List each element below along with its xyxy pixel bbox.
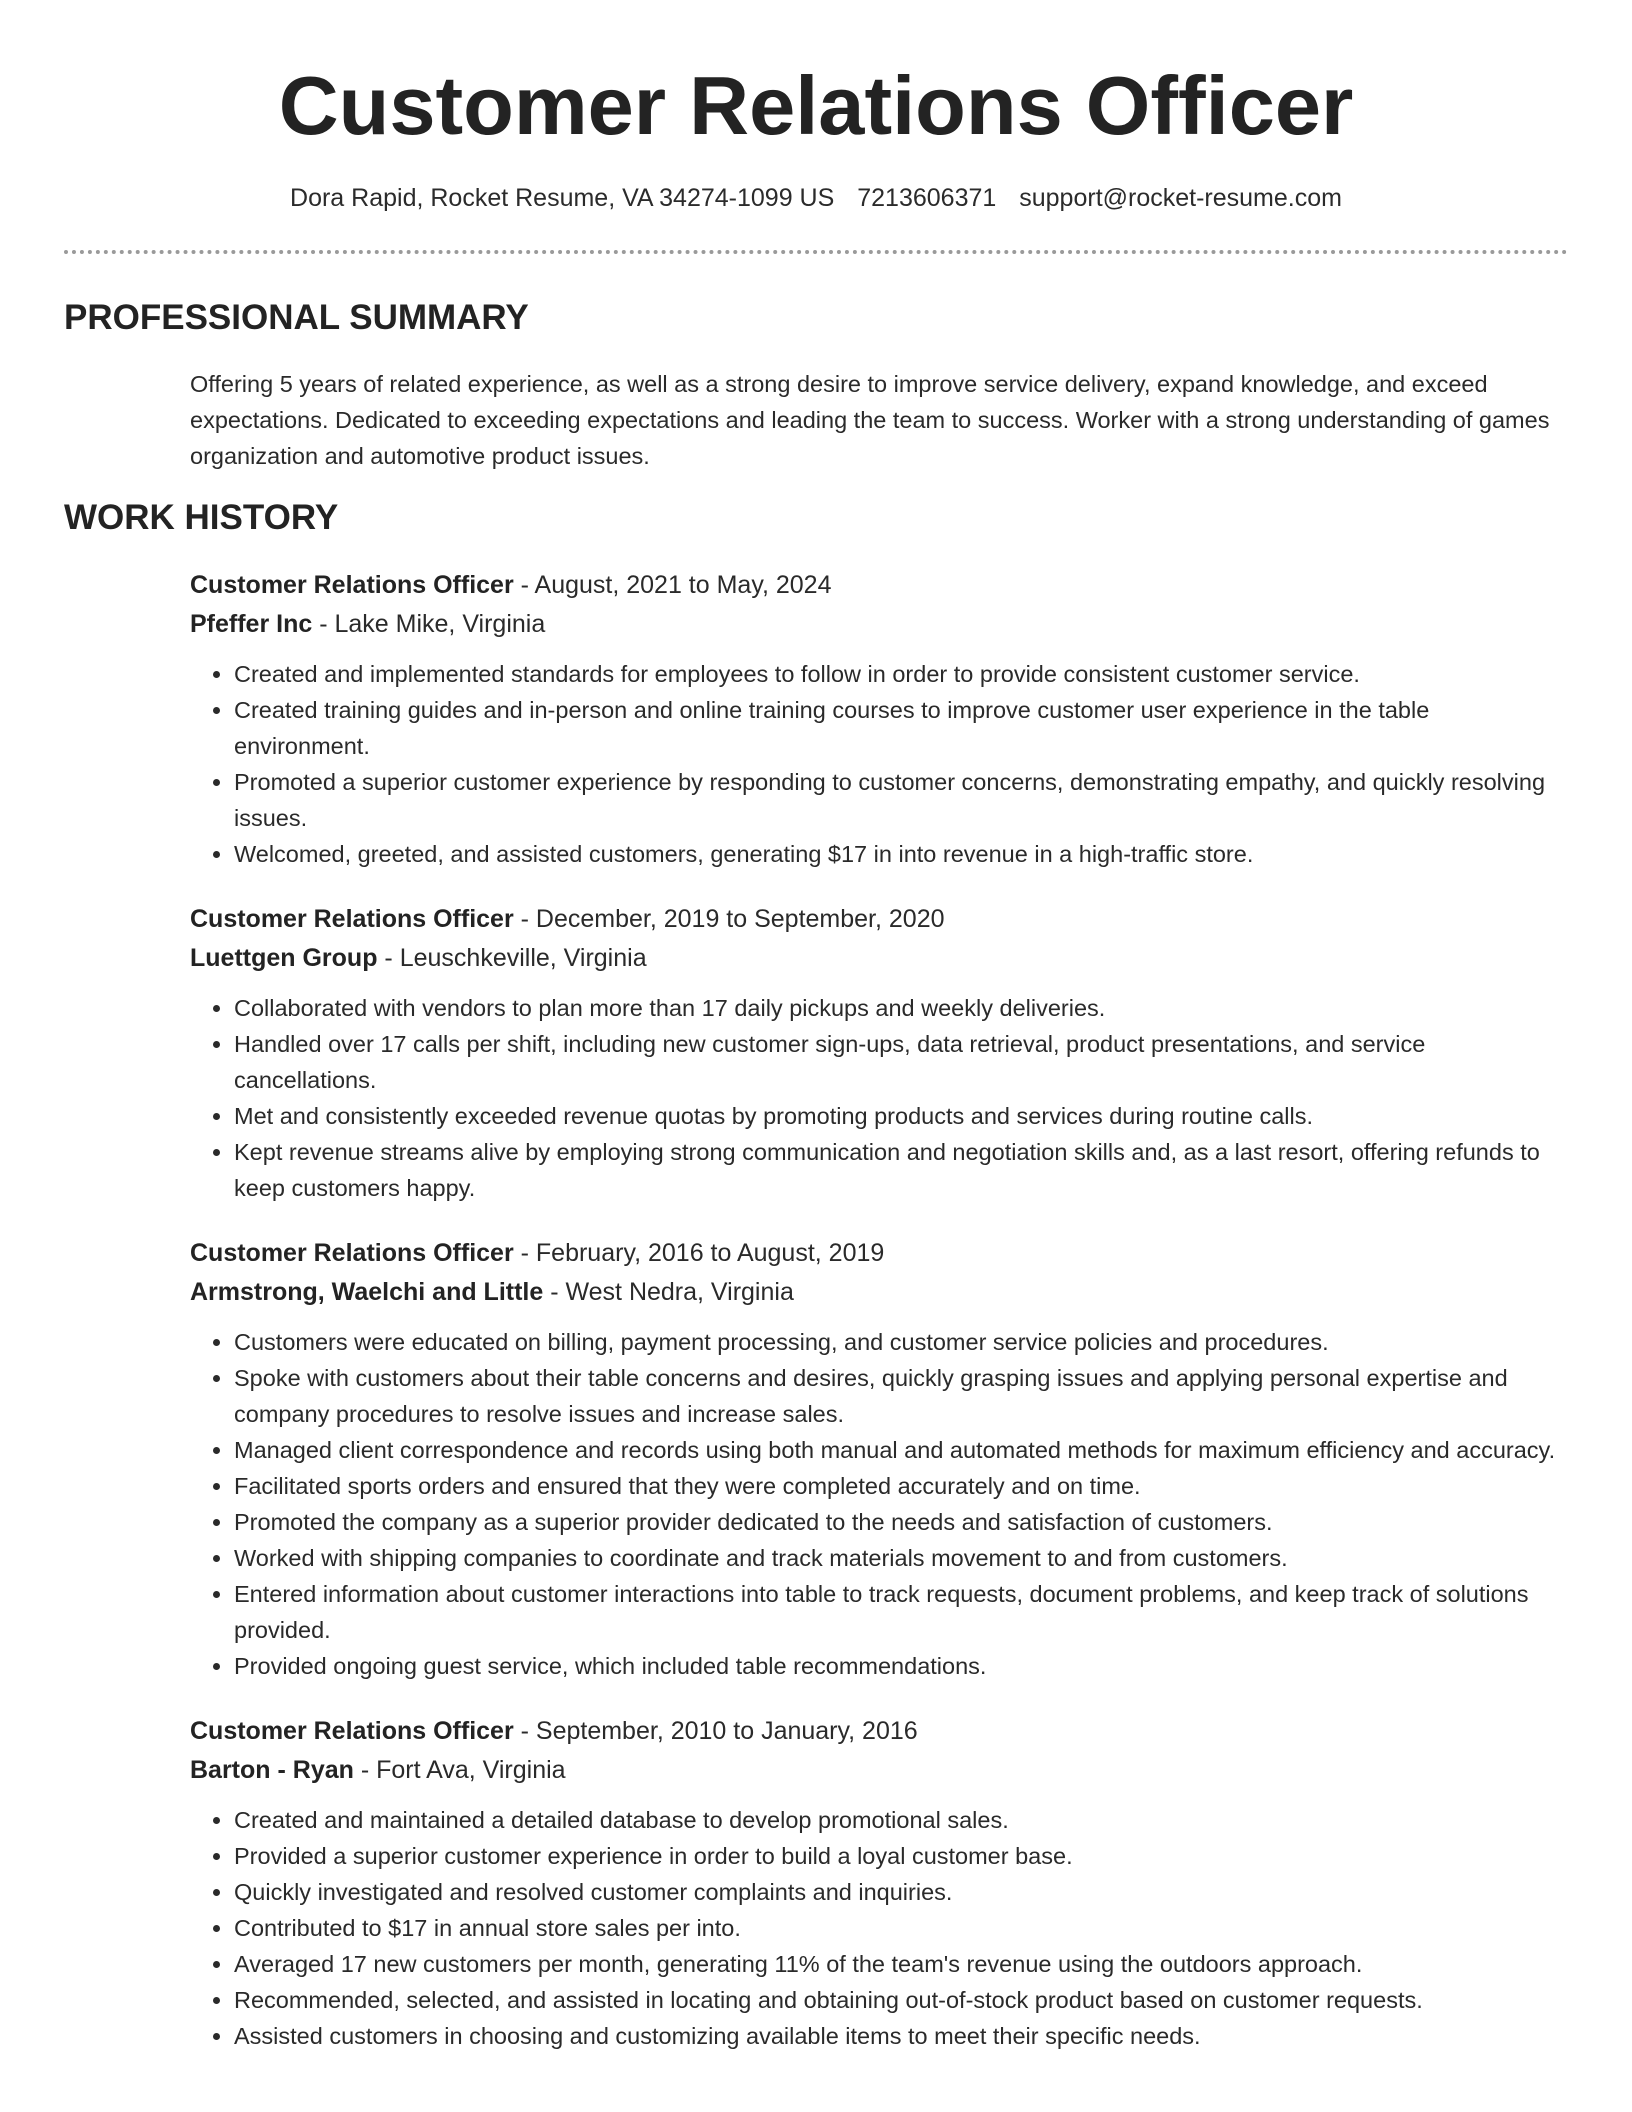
job-dates: - December, 2019 to September, 2020 <box>513 905 945 933</box>
job-entry <box>190 900 1565 1206</box>
job-location: - West Nedra, Virginia <box>543 1278 794 1306</box>
job-title: Customer Relations Officer <box>190 1717 514 1745</box>
job-bullet: • Handled over 17 calls per shift, including new customer sign-ups, data retrieval, product presentations, and service cancellations. <box>234 1026 1565 1098</box>
job-entry <box>190 1712 1565 2054</box>
job-bullet: • Created training guides and in-person and online training courses to improve customer user experience in the table environment. <box>234 692 1565 764</box>
job-entry <box>190 566 1565 872</box>
job-company: Barton - Ryan <box>190 1756 354 1784</box>
job-bullet: • Averaged 17 new customers per month, generating 11% of the team's revenue using the outdoors approach. <box>234 1946 1565 1982</box>
job-title: Customer Relations Officer <box>190 905 514 933</box>
job-title-line <box>190 900 1565 939</box>
job-location: - Lake Mike, Virginia <box>312 610 546 638</box>
job-bullet: • Provided a superior customer experience in order to build a loyal customer base. <box>234 1838 1565 1874</box>
job-entry <box>190 1234 1565 1684</box>
job-bullet: • Spoke with customers about their table concerns and desires, quickly grasping issues and applying personal expertise and company procedures to resolve issues and increase sales. <box>234 1360 1565 1432</box>
job-bullet: • Created and maintained a detailed database to develop promotional sales. <box>234 1802 1565 1838</box>
job-company: Pfeffer Inc <box>190 610 313 638</box>
job-bullet: • Promoted the company as a superior provider dedicated to the needs and satisfaction of customers. <box>234 1504 1565 1540</box>
job-bullet: • Entered information about customer interactions into table to track requests, document problems, and keep track of solutions provided. <box>234 1576 1565 1648</box>
job-bullets <box>190 1802 1565 2054</box>
job-company: Luettgen Group <box>190 944 378 972</box>
job-title-line <box>190 1234 1565 1273</box>
job-company: Armstrong, Waelchi and Little <box>190 1278 544 1306</box>
job-company-line <box>190 1273 1565 1312</box>
job-bullet: • Facilitated sports orders and ensured that they were completed accurately and on time. <box>234 1468 1565 1504</box>
job-bullet: • Assisted customers in choosing and customizing available items to meet their specific needs. <box>234 2018 1565 2054</box>
job-bullet: • Quickly investigated and resolved customer complaints and inquiries. <box>234 1874 1565 1910</box>
job-bullets <box>190 990 1565 1206</box>
contact-address: Dora Rapid, Rocket Resume, VA 34274-1099 US <box>290 184 835 212</box>
resume-title: Customer Relations Officer <box>278 59 1354 152</box>
job-dates: - September, 2010 to January, 2016 <box>513 1717 918 1745</box>
job-company-line <box>190 1751 1565 1790</box>
summary-text: Offering 5 years of related experience, as well as a strong desire to improve service delivery, expand knowledge, and exceed expectations. Dedicated to exceeding expectations and leading the team to success. Worker with a strong understanding of games organization and automotive product issues. <box>190 371 1550 469</box>
job-bullet: • Collaborated with vendors to plan more than 17 daily pickups and weekly deliveries. <box>234 990 1565 1026</box>
job-bullet: • Recommended, selected, and assisted in locating and obtaining out-of-stock product based on customer requests. <box>234 1982 1565 2018</box>
job-company-line <box>190 605 1565 644</box>
job-bullets <box>190 1324 1565 1684</box>
contact-line <box>0 180 1632 216</box>
job-bullet: • Welcomed, greeted, and assisted customers, generating $17 in into revenue in a high-traffic store. <box>234 836 1565 872</box>
contact-phone: 7213606371 <box>857 184 997 212</box>
job-bullet: • Met and consistently exceeded revenue quotas by promoting products and services during routine calls. <box>234 1098 1565 1134</box>
job-dates: - February, 2016 to August, 2019 <box>513 1239 885 1267</box>
job-bullet: • Contributed to $17 in annual store sales per into. <box>234 1910 1565 1946</box>
job-location: - Leuschkeville, Virginia <box>377 944 647 972</box>
job-bullet: • Worked with shipping companies to coordinate and track materials movement to and from customers. <box>234 1540 1565 1576</box>
job-bullet: • Promoted a superior customer experience by responding to customer concerns, demonstrating empathy, and quickly resolving issues. <box>234 764 1565 836</box>
job-bullets <box>190 656 1565 872</box>
job-company-line <box>190 939 1565 978</box>
work-history-list <box>190 566 1565 2082</box>
job-bullet: • Created and implemented standards for employees to follow in order to provide consistent customer service. <box>234 656 1565 692</box>
job-bullet: • Kept revenue streams alive by employing strong communication and negotiation skills and, as a last resort, offering refunds to keep customers happy. <box>234 1134 1565 1206</box>
job-location: - Fort Ava, Virginia <box>353 1756 566 1784</box>
job-title-line <box>190 566 1565 605</box>
job-dates: - August, 2021 to May, 2024 <box>513 571 832 599</box>
job-title-line <box>190 1712 1565 1751</box>
contact-email: support@rocket-resume.com <box>1019 184 1342 212</box>
header-divider <box>64 250 1568 254</box>
job-bullet: • Customers were educated on billing, payment processing, and customer service policies and procedures. <box>234 1324 1565 1360</box>
job-title: Customer Relations Officer <box>190 571 514 599</box>
job-title: Customer Relations Officer <box>190 1239 514 1267</box>
work-history-heading: WORK HISTORY <box>64 498 339 537</box>
job-bullet: • Provided ongoing guest service, which included table recommendations. <box>234 1648 1565 1684</box>
job-bullet: • Managed client correspondence and records using both manual and automated methods for maximum efficiency and accuracy. <box>234 1432 1565 1468</box>
summary-heading: PROFESSIONAL SUMMARY <box>64 298 529 337</box>
